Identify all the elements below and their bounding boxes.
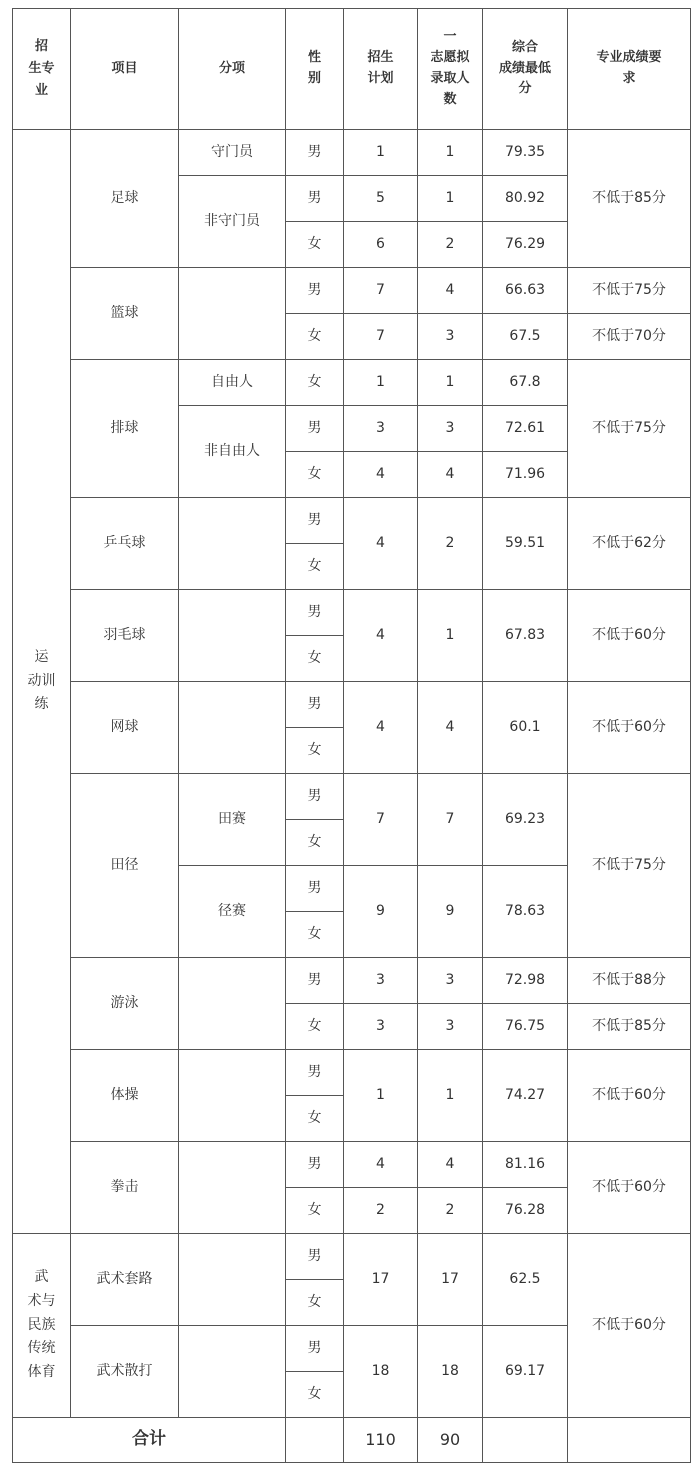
admit-cell: 18 bbox=[418, 1326, 483, 1418]
requirement-cell: 不低于62分 bbox=[568, 498, 691, 590]
header-project: 项目 bbox=[71, 9, 179, 130]
gender-cell: 男 bbox=[286, 866, 344, 912]
plan-cell: 3 bbox=[344, 1004, 418, 1050]
project-football: 足球 bbox=[71, 130, 179, 268]
plan-cell: 3 bbox=[344, 958, 418, 1004]
header-plan: 招生 计划 bbox=[344, 9, 418, 130]
score-cell: 66.63 bbox=[483, 268, 568, 314]
plan-cell: 2 bbox=[344, 1188, 418, 1234]
sub-empty bbox=[179, 1050, 286, 1142]
plan-cell: 9 bbox=[344, 866, 418, 958]
admit-cell: 1 bbox=[418, 1050, 483, 1142]
sub-empty bbox=[179, 498, 286, 590]
project-swimming: 游泳 bbox=[71, 958, 179, 1050]
score-cell: 67.5 bbox=[483, 314, 568, 360]
sub-empty bbox=[179, 682, 286, 774]
plan-cell: 17 bbox=[344, 1234, 418, 1326]
gender-cell: 男 bbox=[286, 1234, 344, 1280]
score-cell: 76.75 bbox=[483, 1004, 568, 1050]
table-row bbox=[13, 682, 691, 728]
score-cell: 59.51 bbox=[483, 498, 568, 590]
requirement-cell: 不低于60分 bbox=[568, 1234, 691, 1418]
gender-cell: 男 bbox=[286, 1142, 344, 1188]
plan-cell: 3 bbox=[344, 406, 418, 452]
project-badminton: 羽毛球 bbox=[71, 590, 179, 682]
plan-cell: 1 bbox=[344, 1050, 418, 1142]
project-tennis: 网球 bbox=[71, 682, 179, 774]
table-row bbox=[13, 498, 691, 544]
score-cell: 80.92 bbox=[483, 176, 568, 222]
header-first-choice: 一 志愿拟 录取人 数 bbox=[418, 9, 483, 130]
table-row bbox=[13, 774, 691, 820]
requirement-cell: 不低于85分 bbox=[568, 130, 691, 268]
plan-cell: 7 bbox=[344, 314, 418, 360]
gender-cell: 女 bbox=[286, 544, 344, 590]
score-cell: 62.5 bbox=[483, 1234, 568, 1326]
requirement-cell: 不低于75分 bbox=[568, 360, 691, 498]
gender-cell: 女 bbox=[286, 820, 344, 866]
admit-cell: 3 bbox=[418, 314, 483, 360]
sub-libero: 自由人 bbox=[179, 360, 286, 406]
score-cell: 67.83 bbox=[483, 590, 568, 682]
admit-cell: 3 bbox=[418, 958, 483, 1004]
sub-empty bbox=[179, 590, 286, 682]
table-row bbox=[13, 958, 691, 1004]
project-basketball: 篮球 bbox=[71, 268, 179, 360]
sub-empty bbox=[179, 268, 286, 360]
score-cell: 78.63 bbox=[483, 866, 568, 958]
score-cell: 60.1 bbox=[483, 682, 568, 774]
admit-cell: 4 bbox=[418, 682, 483, 774]
table-row bbox=[13, 268, 691, 314]
plan-cell: 1 bbox=[344, 130, 418, 176]
project-gymnastics: 体操 bbox=[71, 1050, 179, 1142]
admit-cell: 2 bbox=[418, 1188, 483, 1234]
sub-empty bbox=[179, 958, 286, 1050]
plan-cell: 1 bbox=[344, 360, 418, 406]
project-volleyball: 排球 bbox=[71, 360, 179, 498]
sub-track-events: 径赛 bbox=[179, 866, 286, 958]
score-cell: 76.28 bbox=[483, 1188, 568, 1234]
total-row bbox=[13, 1418, 691, 1463]
gender-cell: 男 bbox=[286, 590, 344, 636]
score-cell: 67.8 bbox=[483, 360, 568, 406]
sub-empty bbox=[179, 1142, 286, 1234]
total-plan: 110 bbox=[344, 1418, 418, 1463]
gender-cell: 女 bbox=[286, 636, 344, 682]
sub-non-libero: 非自由人 bbox=[179, 406, 286, 498]
requirement-cell: 不低于70分 bbox=[568, 314, 691, 360]
table-row bbox=[13, 590, 691, 636]
gender-cell: 女 bbox=[286, 912, 344, 958]
total-admit: 90 bbox=[418, 1418, 483, 1463]
score-cell: 79.35 bbox=[483, 130, 568, 176]
requirement-cell: 不低于88分 bbox=[568, 958, 691, 1004]
plan-cell: 7 bbox=[344, 268, 418, 314]
admit-cell: 4 bbox=[418, 268, 483, 314]
admit-cell: 1 bbox=[418, 176, 483, 222]
admit-cell: 1 bbox=[418, 130, 483, 176]
gender-cell: 女 bbox=[286, 728, 344, 774]
gender-cell: 女 bbox=[286, 360, 344, 406]
requirement-cell: 不低于75分 bbox=[568, 774, 691, 958]
score-cell: 81.16 bbox=[483, 1142, 568, 1188]
score-cell: 72.61 bbox=[483, 406, 568, 452]
admissions-table bbox=[12, 8, 691, 1463]
gender-cell: 男 bbox=[286, 268, 344, 314]
table-row bbox=[13, 1050, 691, 1096]
table-row bbox=[13, 130, 691, 176]
gender-cell: 男 bbox=[286, 958, 344, 1004]
header-sub: 分项 bbox=[179, 9, 286, 130]
total-empty bbox=[568, 1418, 691, 1463]
plan-cell: 4 bbox=[344, 590, 418, 682]
sub-field-events: 田赛 bbox=[179, 774, 286, 866]
requirement-cell: 不低于60分 bbox=[568, 1142, 691, 1234]
admit-cell: 3 bbox=[418, 1004, 483, 1050]
gender-cell: 女 bbox=[286, 1372, 344, 1418]
header-min-score: 综合 成绩最低 分 bbox=[483, 9, 568, 130]
requirement-cell: 不低于75分 bbox=[568, 268, 691, 314]
score-cell: 74.27 bbox=[483, 1050, 568, 1142]
requirement-cell: 不低于60分 bbox=[568, 590, 691, 682]
admit-cell: 4 bbox=[418, 1142, 483, 1188]
total-label: 合计 bbox=[13, 1418, 286, 1463]
gender-cell: 女 bbox=[286, 1004, 344, 1050]
plan-cell: 18 bbox=[344, 1326, 418, 1418]
admit-cell: 3 bbox=[418, 406, 483, 452]
project-boxing: 拳击 bbox=[71, 1142, 179, 1234]
sub-non-goalkeeper: 非守门员 bbox=[179, 176, 286, 268]
score-cell: 69.23 bbox=[483, 774, 568, 866]
plan-cell: 7 bbox=[344, 774, 418, 866]
gender-cell: 男 bbox=[286, 176, 344, 222]
plan-cell: 4 bbox=[344, 1142, 418, 1188]
header-row bbox=[13, 9, 691, 130]
plan-cell: 4 bbox=[344, 682, 418, 774]
admit-cell: 17 bbox=[418, 1234, 483, 1326]
requirement-cell: 不低于85分 bbox=[568, 1004, 691, 1050]
score-cell: 71.96 bbox=[483, 452, 568, 498]
plan-cell: 5 bbox=[344, 176, 418, 222]
sub-goalkeeper: 守门员 bbox=[179, 130, 286, 176]
gender-cell: 女 bbox=[286, 452, 344, 498]
project-athletics: 田径 bbox=[71, 774, 179, 958]
gender-cell: 女 bbox=[286, 314, 344, 360]
plan-cell: 4 bbox=[344, 452, 418, 498]
admit-cell: 1 bbox=[418, 360, 483, 406]
plan-cell: 4 bbox=[344, 498, 418, 590]
major-sports-training: 运 动训 练 bbox=[13, 130, 71, 1234]
gender-cell: 女 bbox=[286, 222, 344, 268]
project-wushu-sanda: 武术散打 bbox=[71, 1326, 179, 1418]
total-empty bbox=[483, 1418, 568, 1463]
table-row bbox=[13, 360, 691, 406]
table-row bbox=[13, 1234, 691, 1280]
header-major: 招 生专 业 bbox=[13, 9, 71, 130]
total-empty bbox=[286, 1418, 344, 1463]
requirement-cell: 不低于60分 bbox=[568, 682, 691, 774]
header-gender: 性 别 bbox=[286, 9, 344, 130]
gender-cell: 男 bbox=[286, 498, 344, 544]
score-cell: 69.17 bbox=[483, 1326, 568, 1418]
admit-cell: 7 bbox=[418, 774, 483, 866]
admit-cell: 1 bbox=[418, 590, 483, 682]
gender-cell: 女 bbox=[286, 1280, 344, 1326]
major-wushu: 武 术与 民族 传统 体育 bbox=[13, 1234, 71, 1418]
sub-empty bbox=[179, 1326, 286, 1418]
table-row bbox=[13, 1142, 691, 1188]
gender-cell: 男 bbox=[286, 1326, 344, 1372]
gender-cell: 女 bbox=[286, 1096, 344, 1142]
gender-cell: 男 bbox=[286, 774, 344, 820]
sub-empty bbox=[179, 1234, 286, 1326]
admit-cell: 4 bbox=[418, 452, 483, 498]
gender-cell: 男 bbox=[286, 130, 344, 176]
plan-cell: 6 bbox=[344, 222, 418, 268]
gender-cell: 男 bbox=[286, 1050, 344, 1096]
gender-cell: 男 bbox=[286, 682, 344, 728]
project-table-tennis: 乒乓球 bbox=[71, 498, 179, 590]
score-cell: 72.98 bbox=[483, 958, 568, 1004]
gender-cell: 女 bbox=[286, 1188, 344, 1234]
admit-cell: 9 bbox=[418, 866, 483, 958]
requirement-cell: 不低于60分 bbox=[568, 1050, 691, 1142]
admit-cell: 2 bbox=[418, 222, 483, 268]
score-cell: 76.29 bbox=[483, 222, 568, 268]
project-wushu-routine: 武术套路 bbox=[71, 1234, 179, 1326]
admit-cell: 2 bbox=[418, 498, 483, 590]
gender-cell: 男 bbox=[286, 406, 344, 452]
header-requirement: 专业成绩要 求 bbox=[568, 9, 691, 130]
